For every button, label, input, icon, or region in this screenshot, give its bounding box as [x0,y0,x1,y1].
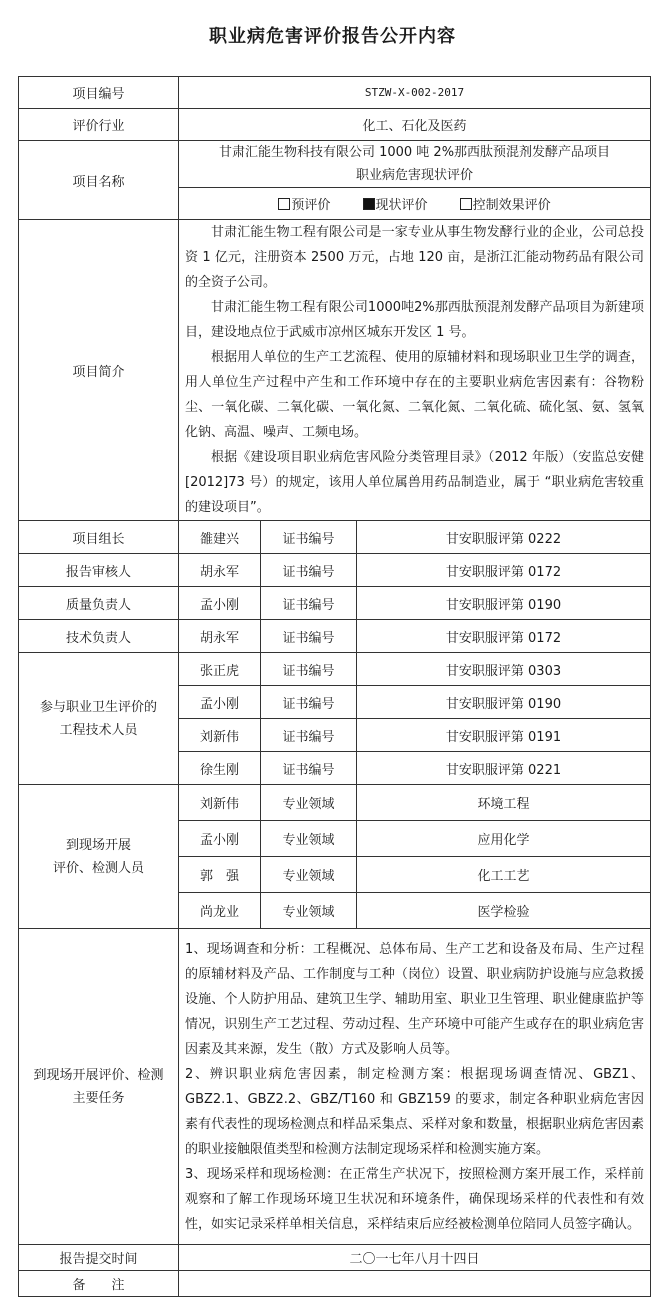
field-staff-name: 尚龙业 [179,893,261,929]
field-value: 应用化学 [357,821,651,857]
engineer-cert: 甘安职服评第 0303 [357,653,651,686]
row-staff [19,521,651,554]
staff-role: 技术负责人 [19,620,179,653]
staff-cert-label: 证书编号 [261,521,357,554]
intro-paragraph: 甘肃汇能生物工程有限公司1000吨2%那西肽预混剂发酵产品项目为新建项目，建设地点位于武威市凉州区城东开发区 1 号。 [185,300,645,340]
field-label: 专业领域 [261,857,357,893]
eval-type-control: 控制效果评价 [460,194,551,213]
row-engineer [19,653,651,686]
field-label: 专业领域 [261,785,357,821]
task-item: 3、现场采样和现场检测：在正常生产状况下，按照检测方案开展工作，采样前观察和了解工作现场环境卫生状况和环境条件，确保现场采样的代表性和有效性，如实记录采样单相关信息，采样结束后应经被检测单位陪同人员签字确认。 [185,1166,645,1232]
staff-cert: 甘安职服评第 0190 [357,587,651,620]
field-value: 医学检验 [357,893,651,929]
submit-date-label: 报告提交时间 [19,1245,179,1271]
submit-date-value: 二〇一七年八月十四日 [179,1245,651,1271]
industry-label: 评价行业 [19,109,179,141]
project-name-line1: 甘肃汇能生物科技有限公司 1000 吨 2%那西肽预混剂发酵产品项目 [218,145,611,160]
engineer-cert: 甘安职服评第 0191 [357,719,651,752]
checkbox-icon [278,198,290,210]
checkbox-checked-icon [363,198,375,210]
eval-type-options [179,188,651,220]
engineer-name: 刘新伟 [179,719,261,752]
row-staff [19,587,651,620]
staff-cert: 甘安职服评第 0172 [357,620,651,653]
staff-cert: 甘安职服评第 0222 [357,521,651,554]
row-remark [19,1271,651,1297]
row-staff [19,554,651,587]
intro-paragraph: 根据《建设项目职业病危害风险分类管理目录》（2012 年版）（安监总安健[2012]73 号）的规定，该用人单位属兽用药品制造业，属于 “职业病危害较重的建设项目”。 [185,450,645,515]
field-value: 化工工艺 [357,857,651,893]
field-staff-name: 孟小刚 [179,821,261,857]
staff-role: 质量负责人 [19,587,179,620]
engineer-cert-label: 证书编号 [261,752,357,785]
report-table [18,76,651,1297]
field-value: 环境工程 [357,785,651,821]
staff-name: 雒建兴 [179,521,261,554]
project-code-value: STZW-X-002-2017 [179,77,651,109]
task-item: 2、辨识职业病危害因素，制定检测方案：根据现场调查情况、GBZ1、GBZ2.1、GBZ2.2、GBZ/T160 和 GBZ159 的要求，制定各种职业病危害因素有代表性的现场检测点和样品采集点、采样对象和数量，根据职业病危害因素的职业接触限值类型和检测方法制定现场采样和检测实施方案。 [185,1066,645,1157]
staff-name: 胡永军 [179,554,261,587]
remark-value [179,1271,651,1297]
staff-cert-label: 证书编号 [261,620,357,653]
field-staff-label: 到现场开展 评价、检测人员 [19,785,179,929]
row-field-staff [19,785,651,821]
staff-cert-label: 证书编号 [261,554,357,587]
field-label: 专业领域 [261,821,357,857]
engineer-name: 孟小刚 [179,686,261,719]
industry-value: 化工、石化及医药 [179,109,651,141]
page-title: 职业病危害评价报告公开内容 [209,26,456,47]
staff-name: 孟小刚 [179,587,261,620]
staff-role: 项目组长 [19,521,179,554]
remark-label: 备 注 [19,1271,179,1297]
field-staff-name: 郭 强 [179,857,261,893]
row-staff [19,620,651,653]
row-tasks [19,929,651,1245]
intro-paragraph: 根据用人单位的生产工艺流程、使用的原辅材料和现场职业卫生学的调查，用人单位生产过程中产生和工作环境中存在的主要职业病危害因素有：谷物粉尘、一氧化碳、二氧化碳、一氧化氮、二氧化氮、二氧化硫、硫化氢、氨、氢氧化钠、高温、噪声、工频电场。 [185,350,645,440]
engineer-name: 徐生刚 [179,752,261,785]
engineer-cert: 甘安职服评第 0190 [357,686,651,719]
intro-content [179,220,651,521]
row-industry [19,109,651,141]
task-item: 1、现场调查和分析：工程概况、总体布局、生产工艺和设备及布局、生产过程的原辅材料及产品、工作制度与工种（岗位）设置、职业病防护设施与应急救援设施、个人防护用品、建筑卫生学、辅助用室、职业卫生管理、职业健康监护等情况，识别生产工艺过程、劳动过程、生产环境中可能产生或存在的职业病危害因素及其来源，发生（散）方式及影响人员等。 [185,941,645,1057]
project-name-line2: 职业病危害现状评价 [356,168,474,183]
engineers-label: 参与职业卫生评价的 工程技术人员 [19,653,179,785]
row-project-name [19,141,651,188]
project-name-value [179,141,651,188]
project-code-label: 项目编号 [19,77,179,109]
intro-label: 项目简介 [19,220,179,521]
staff-cert: 甘安职服评第 0172 [357,554,651,587]
tasks-content [179,929,651,1245]
engineer-cert: 甘安职服评第 0221 [357,752,651,785]
engineer-cert-label: 证书编号 [261,686,357,719]
row-submit-date [19,1245,651,1271]
engineer-cert-label: 证书编号 [261,653,357,686]
field-label: 专业领域 [261,893,357,929]
eval-type-status: 现状评价 [363,194,428,213]
staff-name: 胡永军 [179,620,261,653]
row-project-code [19,77,651,109]
row-intro [19,220,651,521]
field-staff-name: 刘新伟 [179,785,261,821]
engineer-cert-label: 证书编号 [261,719,357,752]
project-name-label: 项目名称 [19,141,179,220]
checkbox-icon [460,198,472,210]
intro-paragraph: 甘肃汇能生物工程有限公司是一家专业从事生物发酵行业的企业，公司总投资 1 亿元，注册资本 2500 万元，占地 120 亩，是浙江汇能动物药品有限公司的全资子公司。 [185,225,645,290]
staff-role: 报告审核人 [19,554,179,587]
staff-cert-label: 证书编号 [261,587,357,620]
engineer-name: 张正虎 [179,653,261,686]
tasks-label: 到现场开展评价、检测 主要任务 [19,929,179,1245]
eval-type-pre: 预评价 [278,194,330,213]
